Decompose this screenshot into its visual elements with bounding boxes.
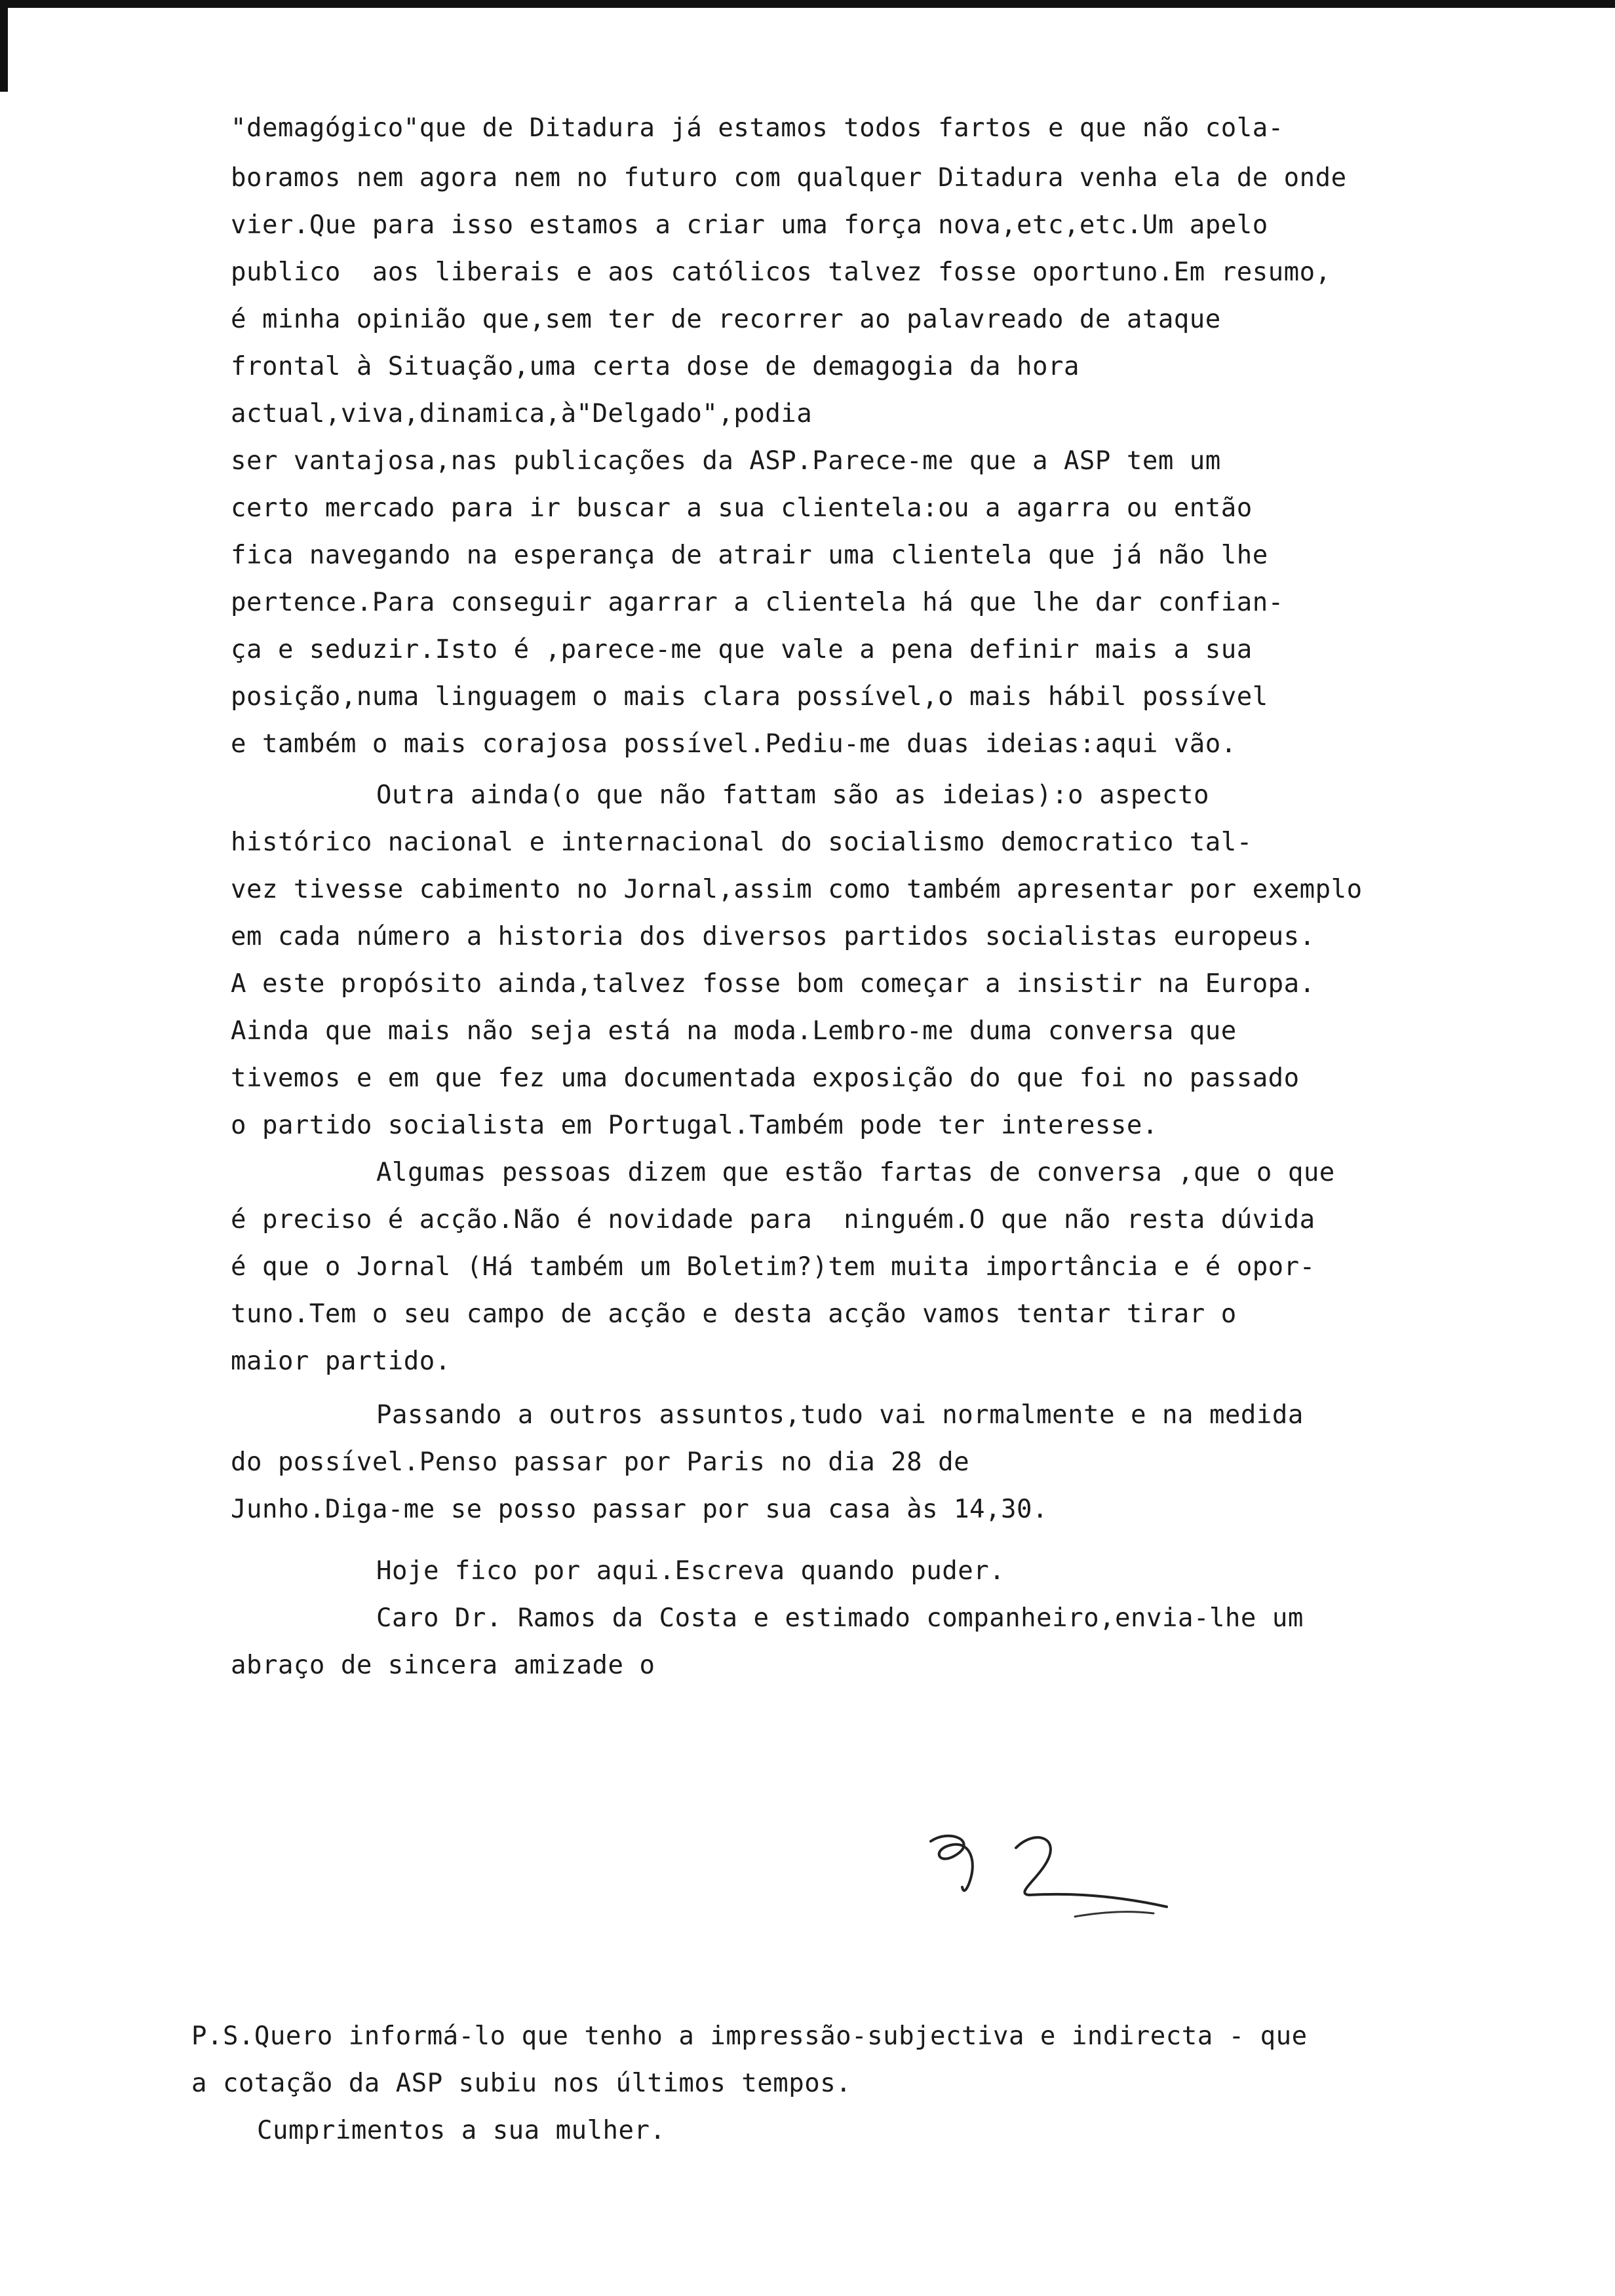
body-line: publico aos liberais e aos católicos talvez fosse oportuno.Em resumo, [231,258,1331,287]
body-line: Hoje fico por aqui.Escreva quando puder. [376,1556,1005,1586]
body-line: em cada número a historia dos diversos partidos socialistas europeus. [231,922,1315,951]
ps-line: Cumprimentos a sua mulher. [257,2116,666,2145]
body-line: A este propósito ainda,talvez fosse bom começar a insistir na Europa. [231,969,1315,999]
body-line: vier.Que para isso estamos a criar uma força nova,etc,etc.Um apelo [231,210,1268,240]
body-line: Algumas pessoas dizem que estão fartas de conversa ,que o que [376,1158,1335,1187]
body-line: Passando a outros assuntos,tudo vai normalmente e na medida [376,1400,1304,1430]
body-line: fica navegando na esperança de atrair uma clientela que já não lhe [231,541,1268,570]
body-line: Caro Dr. Ramos da Costa e estimado companheiro,envia-lhe um [376,1603,1304,1633]
body-line: o partido socialista em Portugal.Também pode ter interesse. [231,1111,1158,1140]
body-line: histórico nacional e internacional do socialismo democratico tal- [231,828,1253,857]
body-line: "demagógico"que de Ditadura já estamos todos fartos e que não cola- [231,113,1284,143]
body-line: Junho.Diga-me se posso passar por sua casa às 14,30. [231,1495,1048,1524]
ps-line: P.S.Quero informá-lo que tenho a impressão-subjectiva e indirecta - que [191,2021,1308,2051]
body-line: abraço de sincera amizade o [231,1651,655,1680]
body-line: é minha opinião que,sem ter de recorrer ao palavreado de ataque [231,305,1221,334]
body-line: tivemos e em que fez uma documentada exposição do que foi no passado [231,1063,1300,1093]
ps-line: a cotação da ASP subiu nos últimos tempos. [191,2069,852,2098]
body-line: e também o mais corajosa possível.Pediu-me duas ideias:aqui vão. [231,729,1237,759]
body-line: pertence.Para conseguir agarrar a clientela há que lhe dar confian- [231,588,1284,617]
body-line: é que o Jornal (Há também um Boletim?)tem muita importância e é opor- [231,1252,1315,1282]
body-line: ça e seduzir.Isto é ,parece-me que vale a pena definir mais a sua [231,635,1253,664]
body-line: ser vantajosa,nas publicações da ASP.Parece-me que a ASP tem um [231,446,1221,476]
body-line: é preciso é acção.Não é novidade para ninguém.O que não resta dúvida [231,1205,1315,1234]
body-line: Ainda que mais não seja está na moda.Lembro-me duma conversa que [231,1016,1237,1046]
scan-border-top [0,0,1615,8]
body-line: certo mercado para ir buscar a sua clientela:ou a agarra ou então [231,493,1253,523]
body-line: frontal à Situação,uma certa dose de demagogia da hora [231,352,1080,381]
body-line: posição,numa linguagem o mais clara possível,o mais hábil possível [231,682,1268,712]
body-line: tuno.Tem o seu campo de acção e desta acção vamos tentar tirar o [231,1299,1237,1329]
scan-border-left [0,0,8,92]
body-line: Outra ainda(o que não fattam são as ideias):o aspecto [376,780,1209,810]
body-line: vez tivesse cabimento no Jornal,assim como também apresentar por exemplo [231,875,1363,904]
body-line: do possível.Penso passar por Paris no dia 28 de [231,1447,970,1477]
body-line: maior partido. [231,1347,451,1376]
body-line: actual,viva,dinamica,à"Delgado",podia [231,399,813,429]
handwritten-signature [905,1802,1193,1933]
body-line: boramos nem agora nem no futuro com qualquer Ditadura venha ela de onde [231,163,1347,193]
